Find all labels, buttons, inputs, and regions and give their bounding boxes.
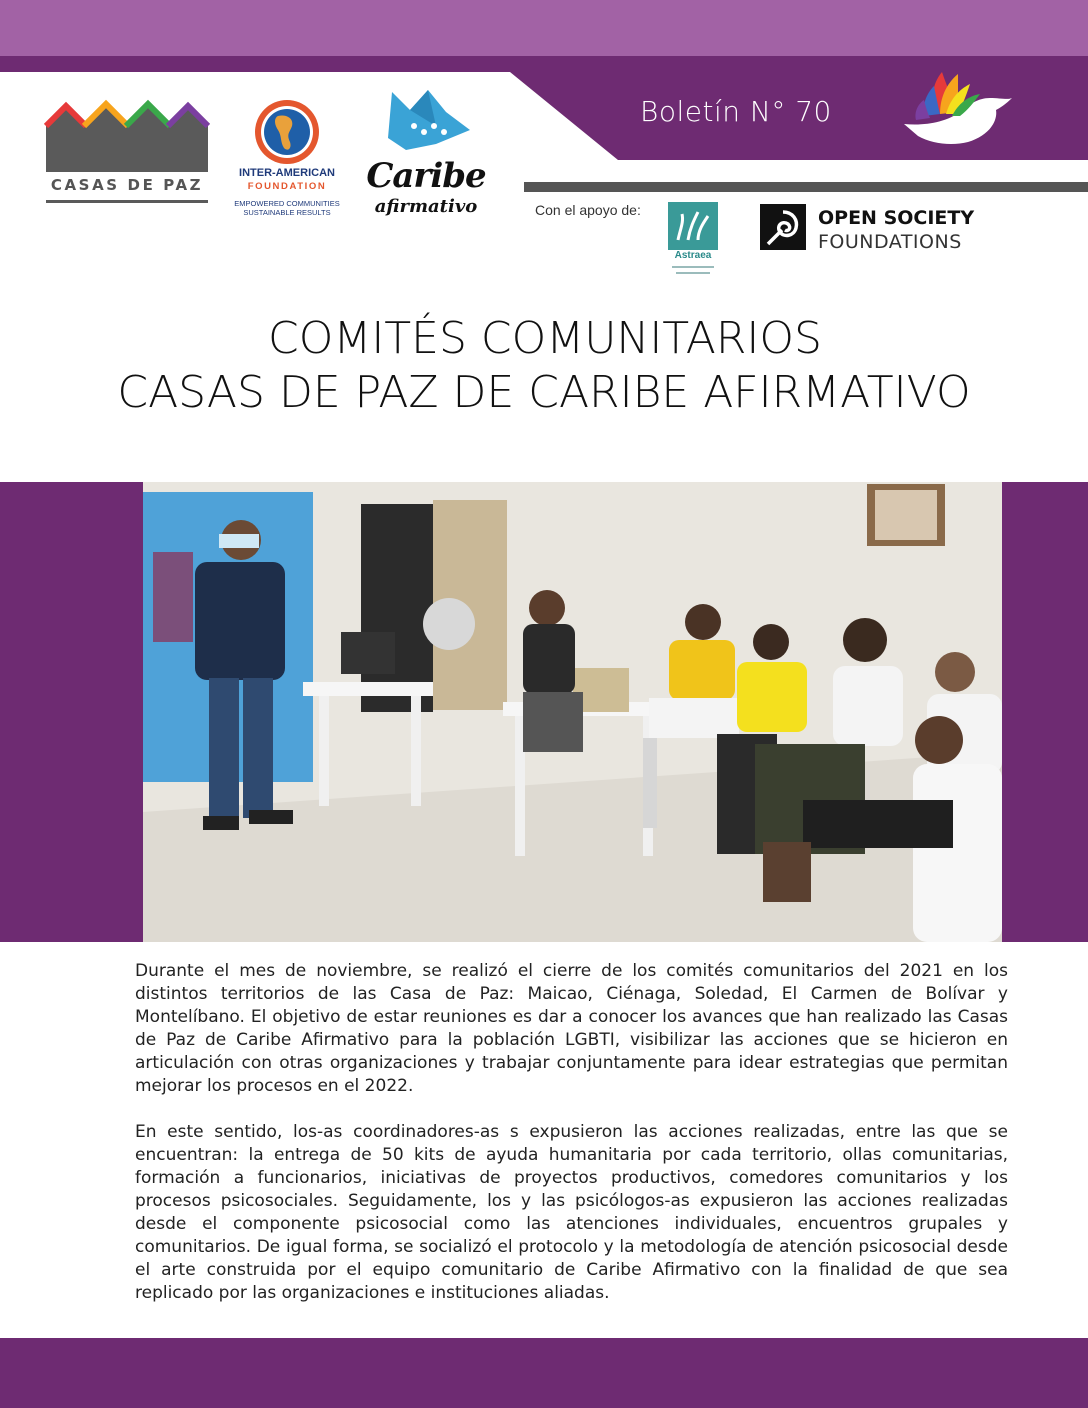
meeting-photo	[143, 482, 1002, 942]
body-paragraph-1: Durante el mes de noviembre, se realizó el cierre de los comités comunitarios del 2021 en los distintos territorios de las Casa de Paz: Maicao, Ciénaga, Soledad, El Carmen de Bolívar y Montelíbano. El objetivo de estar reuniones es dar a conocer los avances que han realizado las Casas de Paz de Caribe Afirmativo para la población LGBTI, visibilizar las acciones que se hicieron en articulación con otras organizaciones y trabajar conjuntamente para idear estrategias que permitan mejorar los procesos en el 2022.	[135, 961, 1008, 1096]
body-paragraph-2: En este sentido, los-as coordinadores-as s expusieron las acciones realizadas, entre las que se encuentran: la entrega de 50 kits de ayuda humanitaria por cada territorio, ollas comunitarias, formación a funcionarios, iniciativas de proyectos productivos, comedores comunitarios y los procesos psicosociales. Seguidamente, los y las psicólogos-as expusieron las acciones realizadas desde el componente psicosocial como las atenciones individuales, encuentros grupales y comunitarios. De igual forma, se socializó el protocolo y la metodología de atención psicosocial desde el arte construida por el equipo comunitario de Caribe Afirmativo con la finalidad de que sea replicado por las organizaciones e instituciones aliadas.	[135, 1122, 1008, 1303]
title-line1: COMITÉS COMUNITARIOS	[268, 313, 822, 364]
iaf-tagline-line2: SUSTAINABLE RESULTS	[243, 208, 331, 217]
afirmativo-wordmark: afirmativo	[374, 196, 478, 217]
issue-number: Boletín N° 70	[640, 95, 832, 128]
iaf-logo	[232, 96, 342, 216]
iaf-tagline	[228, 199, 346, 217]
astraea-wordmark: Astraea	[674, 250, 712, 261]
osf-name-line1: OPEN SOCIETY	[818, 207, 975, 229]
osf-name-line2: FOUNDATIONS	[818, 231, 962, 253]
article-body	[135, 960, 1008, 1305]
support-label: Con el apoyo de:	[535, 202, 641, 218]
iaf-name-line2: FOUNDATION	[247, 181, 327, 192]
astraea-logo	[664, 200, 722, 286]
title-line2: CASAS DE PAZ DE CARIBE AFIRMATIVO	[117, 367, 971, 418]
header-rule	[524, 182, 1088, 192]
top-color-band	[0, 0, 1088, 56]
iaf-name-line1: INTER-AMERICAN	[239, 167, 335, 179]
casas-de-paz-wordmark: CASAS DE PAZ	[50, 176, 204, 194]
dove-icon	[896, 64, 1016, 150]
caribe-wordmark: Caribe	[366, 156, 486, 196]
page-title	[0, 312, 1088, 420]
iaf-tagline-line1: EMPOWERED COMMUNITIES	[234, 199, 340, 208]
open-society-logo	[760, 204, 806, 250]
footer-band	[0, 1338, 1088, 1408]
